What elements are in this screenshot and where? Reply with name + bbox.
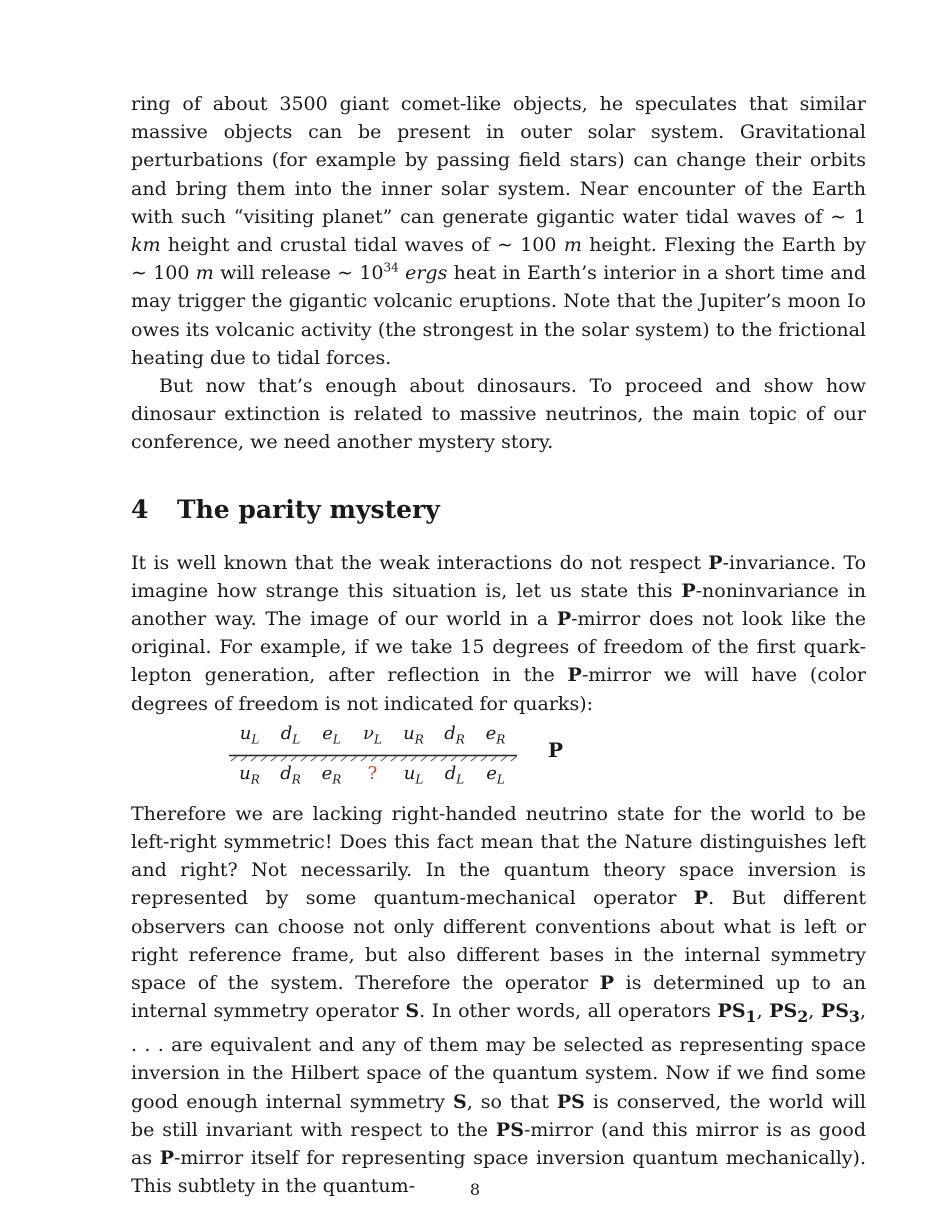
particle-top: $e_R$ — [485, 722, 506, 747]
mirror-label: P — [548, 737, 564, 762]
missing-neutrino-mark: ? — [367, 762, 378, 784]
particle-top: $d_R$ — [444, 722, 465, 747]
particle-top: $e_L$ — [322, 722, 341, 747]
paragraph-2: But now that’s enough about dinosaurs. To proceed and show how dinosaur extinction is related to massive neutrinos, the main topic of our conference, we need another mystery story. — [131, 375, 866, 454]
diagram-top-row — [229, 720, 516, 754]
particle-bottom: $e_R$ — [321, 762, 342, 787]
diagram-bottom-row — [229, 760, 516, 794]
particle-bottom: $e_L$ — [486, 762, 505, 787]
particle-top: $d_L$ — [280, 722, 301, 747]
paragraph-1: ring of about 3500 giant comet-like objects, he speculates that similar massive objects can be present in outer solar system. Gravitational perturbations (for example by passing field stars) can change their orbits and bring them into the inner solar system. Near encounter of the Earth with such “visiting planet” can generate gigantic water tidal waves of ∼ 1 km height and crustal tidal waves of ∼ 100 m height. Flexing the Earth by ∼ 100 m will release ∼ $10^{34}$ ergs heat in Earth’s interior in a short time and may trigger the gigantic volcanic eruptions. Note that the Jupiter’s moon Io owes its volcanic activity (the strongest in the solar system) to the frictional heating due to tidal forces. — [131, 93, 866, 369]
paragraph-3: It is well known that the weak interactions do not respect P-invariance. To imagine how strange this situation is, let us state this P-noninvariance in another way. The image of our world in a P-mirror does not look like the original. For example, if we take 15 degrees of freedom of the first quark-lepton generation, after reflection in the P-mirror we will have (color degrees of freedom is not indicated for quarks): — [131, 551, 867, 715]
page-body — [131, 90, 866, 1201]
paragraph-4: Therefore we are lacking right-handed neutrino state for the world to be left-right symmetric! Does this fact mean that the Nature distinguishes left and right? Not necessarily. In the quantum theory space inversion is represented by some quantum-mechanical operator P. But different observers can choose not only different conventions about what is left or right reference frame, but also different bases in the internal symmetry space of the system. Therefore the operator P is determined up to an internal symmetry operator S. In other words, all operators $PS_1$, $PS_2$, $PS_3$, . . . are equivalent and any of them may be selected as representing space inversion in the Hilbert space of the quantum system. Now if we find some good enough internal symmetry S, so that PS is conserved, the world will be still invariant with respect to the PS-mirror (and this mirror is as good as P-mirror itself for representing space inversion quantum mechanically). This subtlety in the quantum- — [131, 802, 866, 1198]
section-heading — [131, 495, 866, 525]
particle-top: $u_R$ — [403, 722, 424, 747]
particle-top: $\nu_L$ — [363, 722, 382, 747]
particle-bottom: $d_L$ — [444, 762, 465, 787]
particle-bottom: $d_R$ — [280, 762, 301, 787]
page-number: 8 — [469, 1180, 481, 1199]
particle-bottom: $u_R$ — [239, 762, 260, 787]
particle-bottom: $u_L$ — [403, 762, 424, 787]
section-title: The parity mystery — [177, 494, 440, 524]
parity-mirror-diagram — [131, 718, 866, 800]
particle-top: $u_L$ — [239, 722, 260, 747]
section-number: 4 — [131, 494, 149, 524]
